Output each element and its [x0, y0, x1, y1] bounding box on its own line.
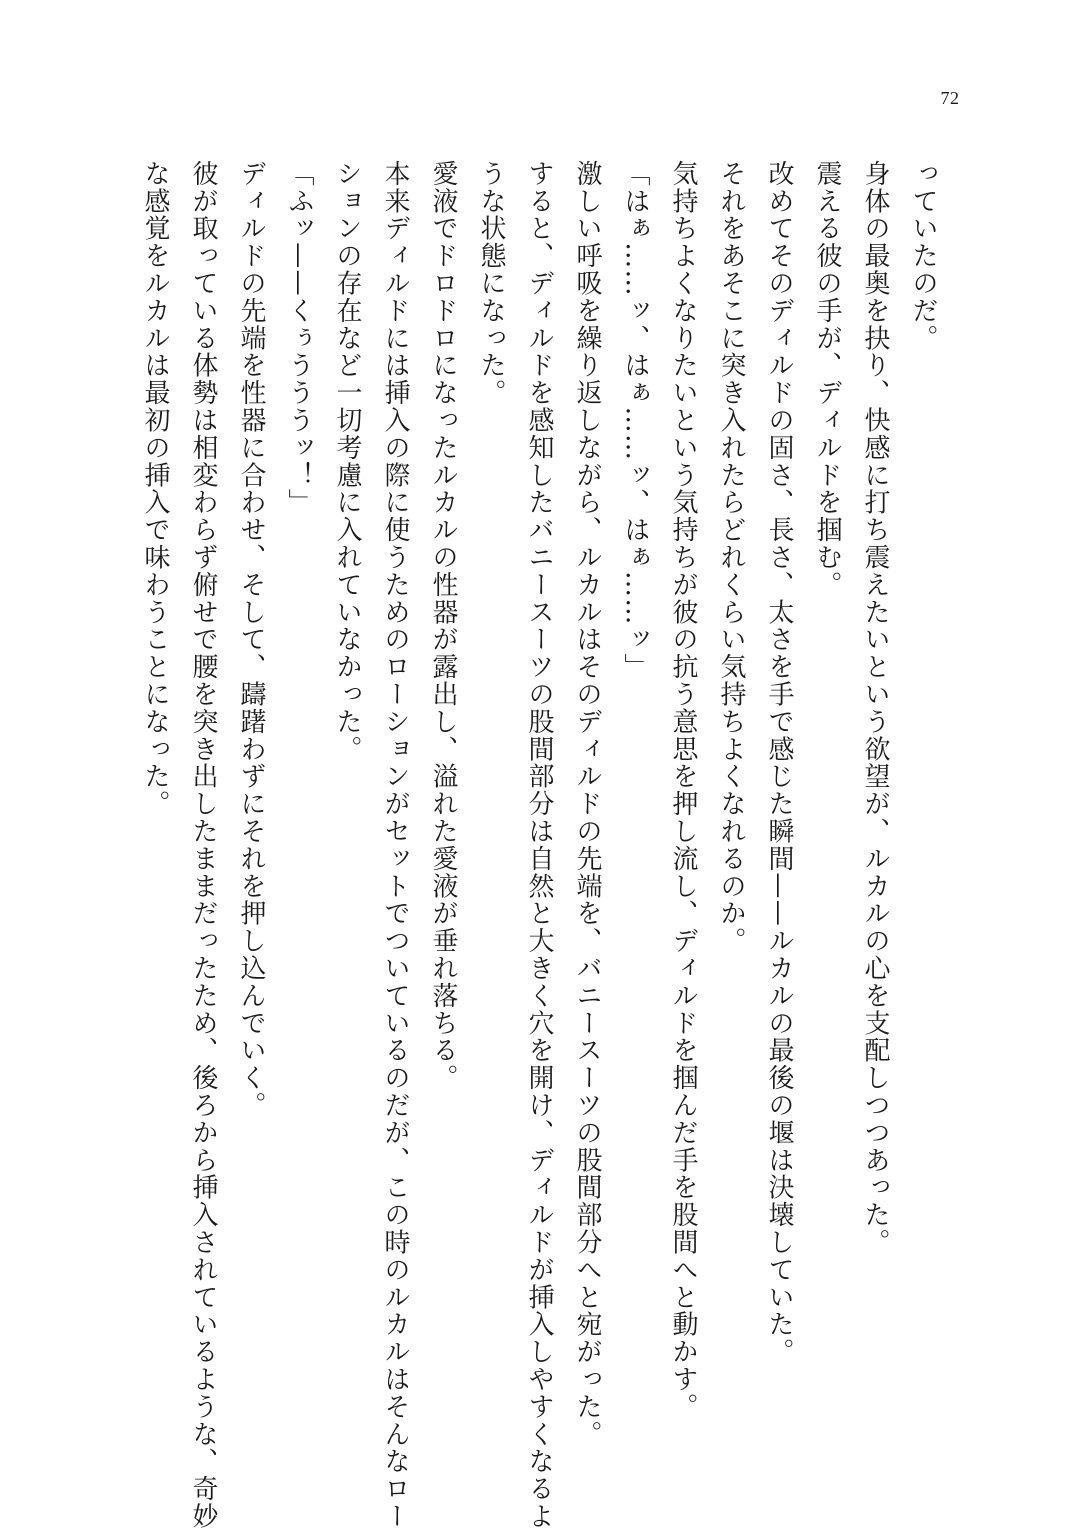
page-number: 72 — [940, 88, 960, 108]
text-line: 震える彼の手が、ディルドを掴む。 — [812, 160, 842, 599]
text-line: 本来ディルドには挿入の際に使うためのローションがセットでついているのだが、この時のルカルはそんなロー — [380, 160, 410, 1530]
text-line: 「はぁ……ッ、はぁ……ッ、はぁ……ッ」 — [620, 160, 650, 681]
text-line: 気持ちよくなりたいという気持ちが彼の抗う意思を押し流し、ディルドを掴んだ手を股間へと動かす。 — [668, 160, 698, 1421]
text-line: な感覚をルカルは最初の挿入で味わうことになった。 — [140, 160, 170, 818]
text-line: すると、ディルドを感知したバニースーツの股間部分は自然と大きく穴を開け、ディルドが挿入しやすくなるよ — [524, 160, 554, 1530]
text-line: 「ふッ——くぅうううッ！」 — [284, 160, 314, 517]
text-line: 改めてそのディルドの固さ、長さ、太さを手で感じた瞬間——ルカルの最後の堰は決壊していた。 — [764, 160, 794, 1366]
text-line: 身体の最奥を抉り、快感に打ち震えたいという欲望が、ルカルの心を支配しつつあった。 — [860, 160, 890, 1256]
text-line: うな状態になった。 — [476, 160, 506, 407]
text-line: 愛液でドロドロになったルカルの性器が露出し、溢れた愛液が垂れ落ちる。 — [428, 160, 458, 1092]
text-line: っていたのだ。 — [908, 160, 938, 352]
text-line: それをあそこに突き入れたらどれくらい気持ちよくなれるのか。 — [716, 160, 746, 955]
text-line: 彼が取っている体勢は相変わらず俯せで腰を突き出したままだったため、後ろから挿入されているような、奇妙 — [188, 160, 218, 1530]
text-line: ションの存在など一切考慮に入れていなかった。 — [332, 160, 362, 763]
text-line: ディルドの先端を性器に合わせ、そして、躊躇わずにそれを押し込んでいく。 — [236, 160, 266, 1119]
text-line: 激しい呼吸を繰り返しながら、ルカルはそのディルドの先端を、バニースーツの股間部分へと宛がった。 — [572, 160, 602, 1448]
body-text — [131, 160, 947, 1530]
